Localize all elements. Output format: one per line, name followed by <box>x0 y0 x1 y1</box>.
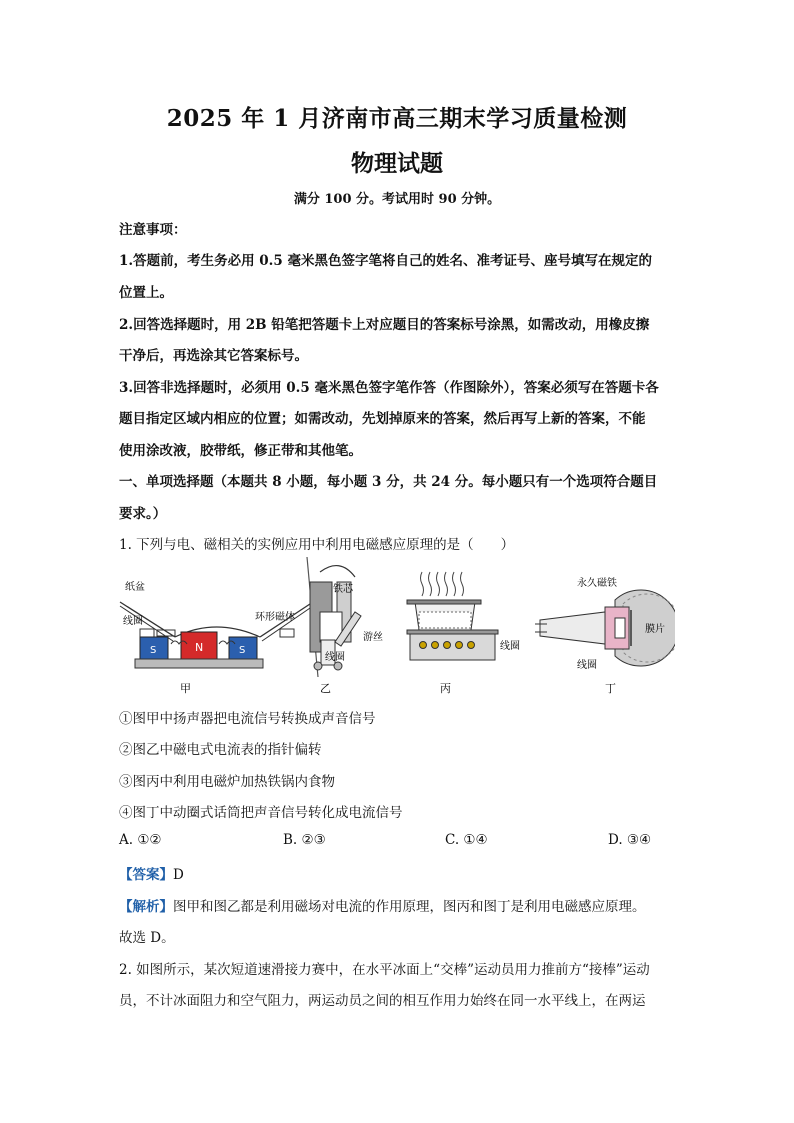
figure-caption: 丁 <box>605 682 616 695</box>
answer-tag: 【答案】 <box>119 867 173 883</box>
note-line: 使用涂改液，胶带纸，修正带和其他笔。 <box>119 443 362 459</box>
label-iron-core: 铁芯 <box>333 584 353 595</box>
label-hairspring: 游丝 <box>363 632 383 643</box>
analysis-line-cont: 故选 D。 <box>119 930 175 946</box>
question-1-figure <box>115 552 675 702</box>
label-paper-cone: 纸盆 <box>125 582 145 593</box>
exam-title: 2025 年 1 月济南市高三期末学习质量检测 <box>166 105 628 132</box>
label-diaphragm: 膜片 <box>645 624 665 635</box>
label-coil: 线圈 <box>500 641 520 652</box>
score-time-note: 满分 100 分。考试用时 90 分钟。 <box>293 192 501 207</box>
figure-caption: 甲 <box>180 682 191 695</box>
note-line: 1.答题前，考生务必用 0.5 毫米黑色签字笔将自己的姓名、准考证号、座号填写在规定的 <box>119 253 652 269</box>
option-d: D. ③④ <box>608 832 652 848</box>
analysis-text: 图甲和图乙都是利用磁场对电流的作用原理，图丙和图丁是利用电磁感应原理。 <box>173 899 646 915</box>
question-1-item: ④图丁中动圈式话筒把声音信号转化成电流信号 <box>119 805 403 821</box>
note-line: 干净后，再选涂其它答案标号。 <box>119 348 308 364</box>
option-c: C. ①④ <box>445 832 488 848</box>
note-line: 3.回答非选择题时，必须用 0.5 毫米黑色签字笔作答（作图除外），答案必须写在答题卡各 <box>119 380 659 396</box>
subject-title: 物理试题 <box>351 150 443 177</box>
note-line: 题目指定区域内相应的位置；如需改动，先划掉原来的答案，然后再写上新的答案，不能 <box>119 411 646 427</box>
label-s-pole: S <box>239 645 246 656</box>
figure-ding-microphone <box>535 576 675 671</box>
label-coil: 线圈 <box>577 660 597 671</box>
analysis-tag: 【解析】 <box>119 899 173 915</box>
label-coil: 线圈 <box>325 652 345 663</box>
question-2-line: 2. 如图所示，某次短道速滑接力赛中，在水平冰面上“交棒”运动员用力推前方“接棒”运动 <box>119 962 650 978</box>
label-coil: 线圈 <box>123 616 143 627</box>
answer-value: D <box>173 867 184 883</box>
figure-caption: 丙 <box>440 682 451 695</box>
section-heading-cont: 要求。） <box>119 506 167 522</box>
label-permanent-magnet: 永久磁铁 <box>577 578 617 589</box>
question-2-line: 员，不计冰面阻力和空气阻力，两运动员之间的相互作用力始终在同一水平线上，在两运 <box>119 993 646 1009</box>
figure-jia-speaker <box>120 580 313 668</box>
note-line: 2.回答选择题时，用 2B 铅笔把答题卡上对应题目的答案标号涂黑，如需改动，用橡皮擦 <box>119 317 650 333</box>
note-line: 位置上。 <box>119 285 173 301</box>
question-1-item: ③图丙中利用电磁炉加热铁锅内食物 <box>119 774 335 790</box>
analysis-line <box>119 895 646 915</box>
label-ring-magnet: 环形磁体 <box>255 612 295 623</box>
question-1-item: ②图乙中磁电式电流表的指针偏转 <box>119 742 322 758</box>
option-a: A. ①② <box>119 832 162 848</box>
label-s-pole: S <box>150 645 157 656</box>
answer-line <box>119 863 184 883</box>
section-heading: 一、单项选择题（本题共 8 小题，每小题 3 分，共 24 分。每小题只有一个选项符合题目 <box>119 474 658 490</box>
question-1-stem: 1. 下列与电、磁相关的实例应用中利用电磁感应原理的是（ ） <box>119 537 515 553</box>
label-n-pole: N <box>195 641 204 654</box>
figure-bing-induction-cooker <box>407 572 520 660</box>
notes-heading: 注意事项： <box>119 222 187 238</box>
question-1-item: ①图甲中扬声器把电流信号转换成声音信号 <box>119 711 376 727</box>
figure-yi-galvanometer <box>307 557 383 677</box>
figure-caption: 乙 <box>320 682 331 695</box>
option-b: B. ②③ <box>283 832 326 848</box>
